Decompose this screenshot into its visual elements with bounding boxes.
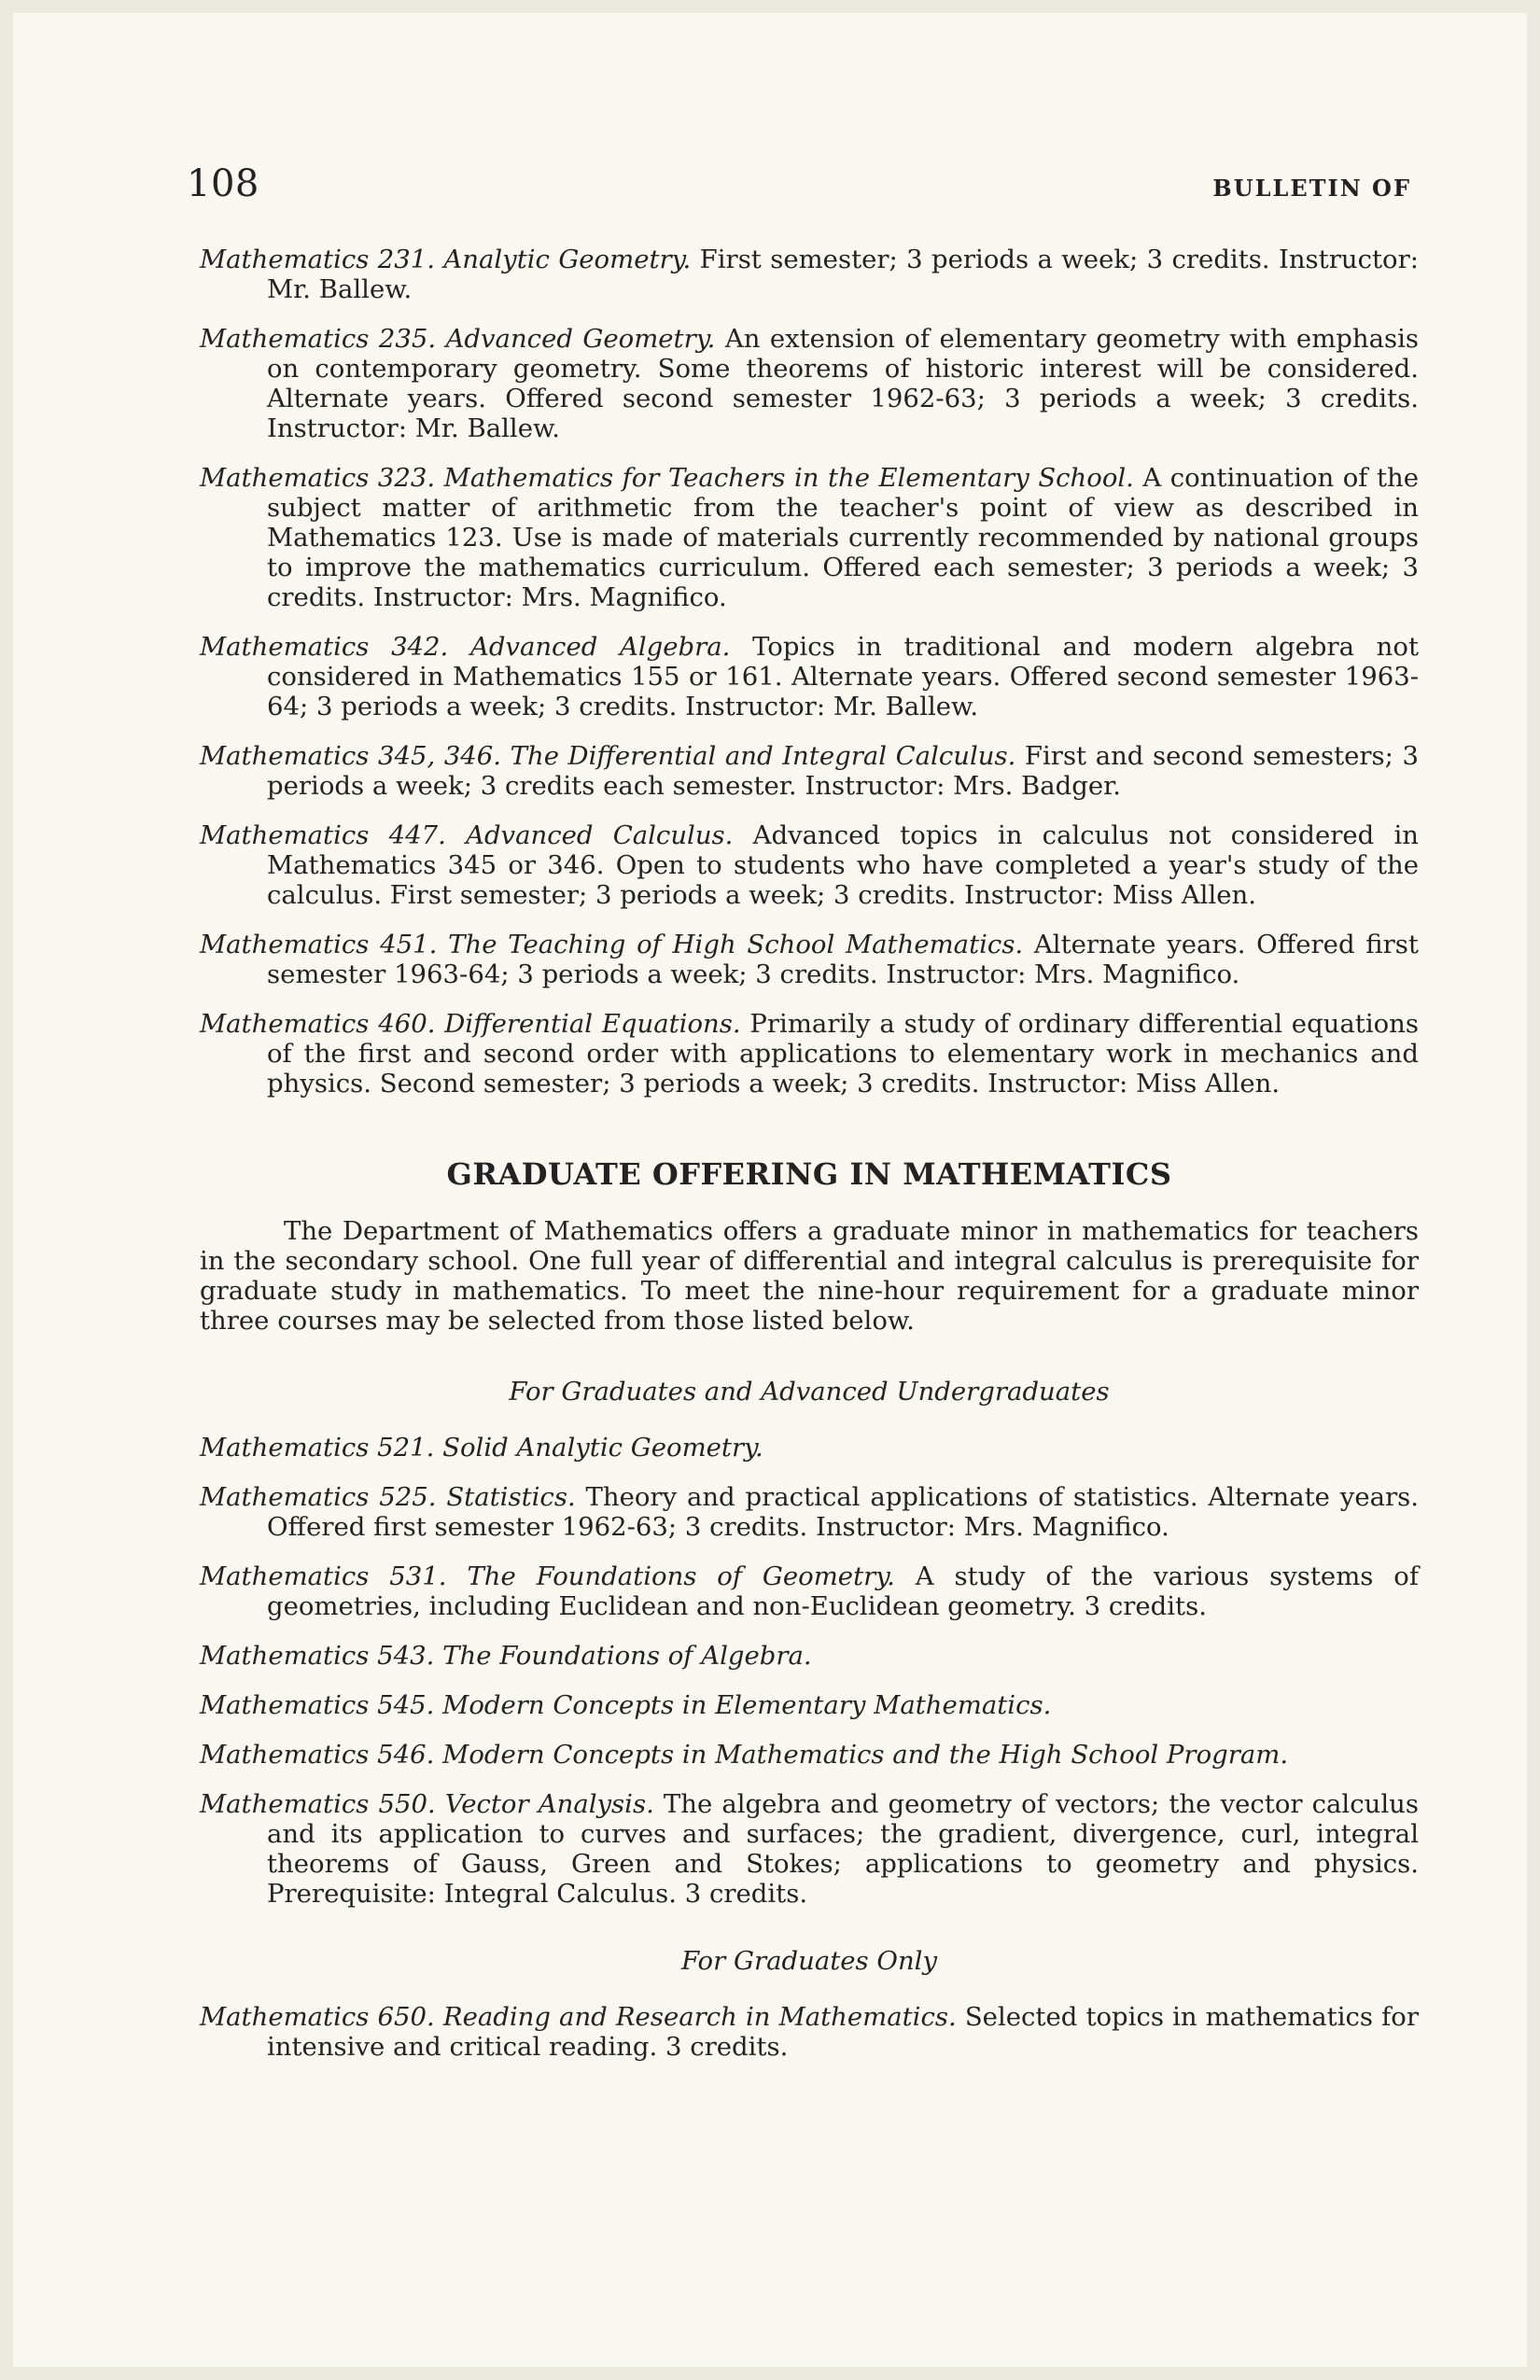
course-number: Mathematics 323. [200,463,436,493]
course-entry [200,1009,1419,1099]
course-title: Statistics. [446,1482,576,1512]
advanced-course-list [200,1433,1419,1909]
course-title: The Teaching of High School Mathematics. [448,930,1024,959]
graduate-intro-paragraph: The Department of Mathematics offers a graduate minor in mathematics for teachers in the secondary school. One full year of differential and integral calculus is prerequisite for graduate study in mathematics. To meet the nine-hour requirement for a graduate minor three courses may be selected from those listed below. [200,1216,1419,1336]
course-description: Primarily a study of ordinary differential equations of the first and second order with applications to elementary work in mechanics and physics. Second semester; 3 periods a week; 3 credits. Instructor: Miss Allen. [267,1009,1420,1099]
course-description: The algebra and geometry of vectors; the vector calculus and its application to curves and surfaces; the gradient, divergence, curl, integral theorems of Gauss, Green and Stokes; applications to geometry and physics. Prerequisite: Integral Calculus. 3 credits. [267,1789,1419,1909]
course-description: Advanced topics in calculus not considered in Mathematics 345 or 346. Open to students who have completed a year's study of the calculus. First semester; 3 periods a week; 3 credits. Instructor: Miss Allen. [267,820,1419,910]
course-title: Solid Analytic Geometry. [442,1433,763,1463]
course-title: Differential Equations. [444,1009,741,1039]
course-number: Mathematics 531. [200,1561,447,1591]
course-entry [200,930,1419,989]
course-number: Mathematics 550. [200,1789,436,1819]
graduate-only-course-list [200,2002,1419,2062]
course-number: Mathematics 545. [200,1690,435,1720]
course-description: First semester; 3 periods a week; 3 credits. Instructor: Mr. Ballew. [267,245,1420,304]
course-description: A study of the various systems of geometries, including Euclidean and non-Euclidean geometry. 3 credits. [267,1561,1419,1621]
course-number: Mathematics 231. [200,245,436,274]
course-description: First and second semesters; 3 periods a week; 3 credits each semester. Instructor: Mrs. Badger. [267,741,1419,801]
course-entry [200,324,1419,443]
course-title: Reading and Research in Mathematics. [442,2002,957,2032]
course-entry [200,1690,1419,1720]
course-number: Mathematics 543. [200,1641,435,1671]
course-entry [200,1561,1419,1621]
course-entry [200,1789,1419,1909]
course-entry [200,741,1419,801]
course-title: Analytic Geometry. [443,245,692,274]
subheading-graduates-and-advanced: For Graduates and Advanced Undergraduates [509,1377,1110,1407]
course-description: A continuation of the subject matter of arithmetic from the teacher's point of view as described in Mathematics 123. Use is made of materials currently recommended by national groups to improve the mathematics curriculum. Offered each semester; 3 periods a week; 3 credits. Instructor: Mrs. Magnifico. [267,463,1419,612]
course-description: Theory and practical applications of statistics. Alternate years. Offered first semester 1962-63; 3 credits. Instructor: Mrs. Magnifico. [267,1482,1419,1542]
course-number: Mathematics 235. [200,324,437,354]
course-entry [200,820,1419,910]
course-number: Mathematics 345, 346. [200,741,502,771]
course-title: The Foundations of Algebra. [442,1641,812,1671]
course-number: Mathematics 451. [200,930,438,959]
course-description: Alternate years. Offered first semester 1963-64; 3 periods a week; 3 credits. Instructor: Mrs. Magnifico. [267,930,1419,989]
course-entry [200,632,1419,721]
course-entry [200,2002,1419,2062]
course-entry [200,245,1419,304]
course-title: Advanced Algebra. [469,632,731,662]
course-description: Selected topics in mathematics for intensive and critical reading. 3 credits. [267,2002,1419,2062]
course-title: Vector Analysis. [444,1789,654,1819]
course-title: Modern Concepts in Elementary Mathematics. [442,1690,1052,1720]
page-number: 108 [187,162,259,205]
course-number: Mathematics 342. [200,632,449,662]
course-number: Mathematics 525. [200,1482,437,1512]
course-entry [200,463,1419,612]
page-content [200,245,1419,2081]
course-number: Mathematics 521. [200,1433,435,1463]
course-title: Advanced Calculus. [466,820,734,850]
course-title: The Foundations of Geometry. [467,1561,895,1591]
running-head: BULLETIN OF [1212,175,1411,202]
page-header [187,162,1411,205]
course-title: Advanced Geometry. [445,324,716,354]
course-number: Mathematics 460. [200,1009,436,1039]
course-title: Modern Concepts in Mathematics and the High School Program. [442,1740,1289,1770]
course-description: An extension of elementary geometry with emphasis on contemporary geometry. Some theorems of historic interest will be considered. Alternate years. Offered second semester 1962-63; 3 periods a week; 3 credits. Instructor: Mr. Ballew. [267,324,1420,443]
subheading-graduates-only: For Graduates Only [680,1946,937,1976]
course-description: Topics in traditional and modern algebra not considered in Mathematics 155 or 161. Alternate years. Offered second semester 1963-64; 3 periods a week; 3 credits. Instructor: Mr. Ballew. [267,632,1419,721]
course-number: Mathematics 546. [200,1740,435,1770]
course-title: The Differential and Integral Calculus. [510,741,1016,771]
undergraduate-course-list [200,245,1419,1099]
course-entry [200,1482,1419,1542]
course-entry [200,1740,1419,1770]
course-entry [200,1433,1419,1463]
course-entry [200,1641,1419,1671]
course-number: Mathematics 650. [200,2002,435,2032]
course-number: Mathematics 447. [200,820,446,850]
graduate-section-heading: GRADUATE OFFERING IN MATHEMATICS [446,1156,1172,1192]
course-title: Mathematics for Teachers in the Elementary School. [443,463,1134,493]
